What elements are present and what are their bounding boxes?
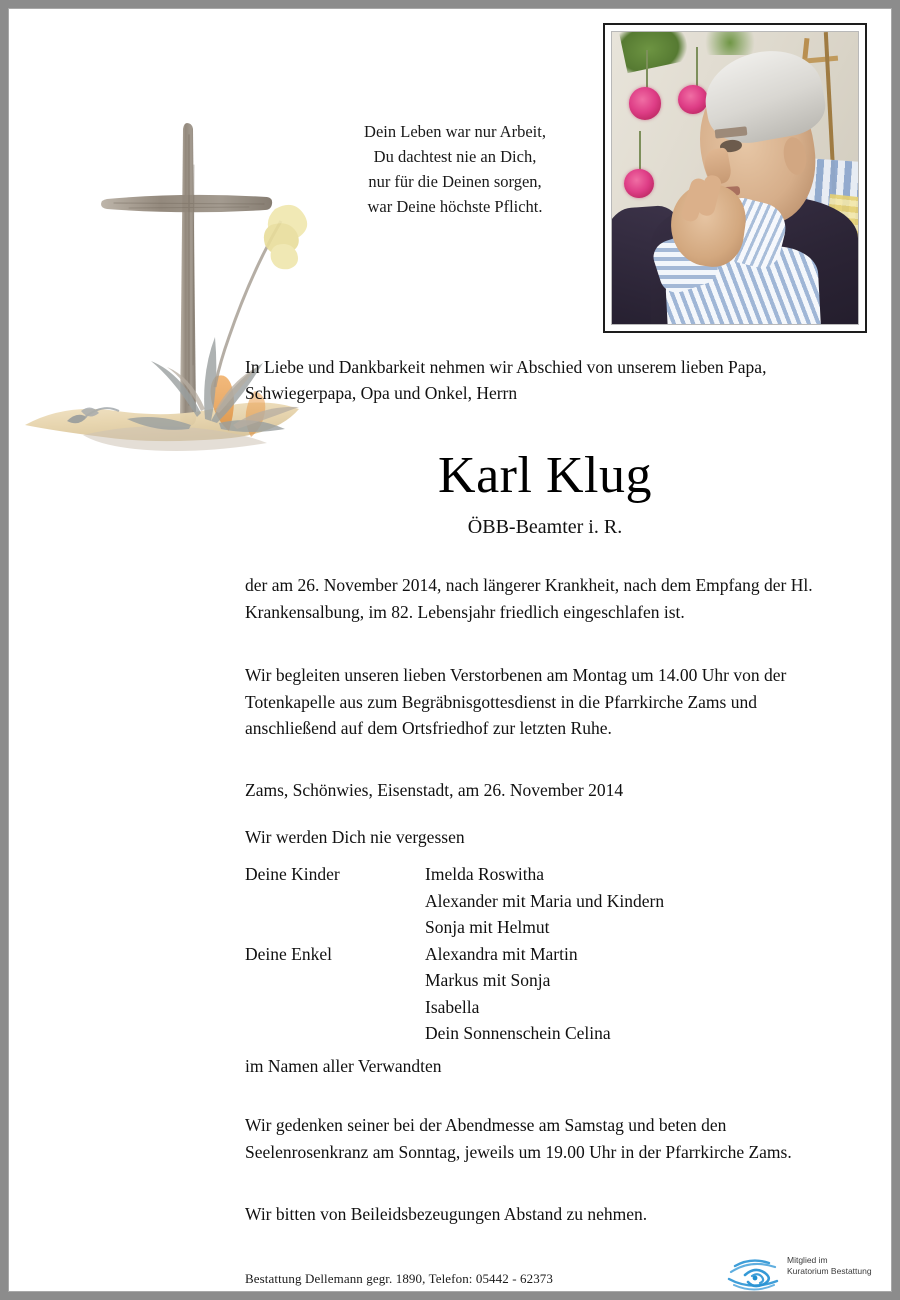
photo-pink-flower: [678, 85, 708, 114]
funeral-paragraph: Wir begleiten unseren lieben Verstorbenen am Montag um 14.00 Uhr von der Totenkapelle aus zum Begräbnisgottesdienst in die Pfarrkirche Zams und anschließend auf dem Ortsfriedhof zur letzten Ruhe.: [245, 665, 787, 738]
spacer: [245, 888, 425, 915]
poem-line: Du dachtest nie an Dich,: [373, 147, 537, 166]
lead-text: In Liebe und Dankbarkeit nehmen wir Abschied von unserem lieben Papa, Schwiegerpapa, Opa und Onkel, Herrn: [245, 357, 767, 403]
grandchildren-label: Deine Enkel: [245, 943, 332, 964]
family-row: [245, 1020, 851, 1047]
family-member: Sonja mit Helmut: [425, 917, 550, 937]
swirl-icon: [725, 1253, 789, 1292]
family-member: Alexander mit Maria und Kindern: [425, 890, 665, 911]
family-row: [245, 967, 851, 994]
spacer: [245, 914, 425, 941]
places-and-date: Zams, Schönwies, Eisenstadt, am 26. November 2014: [245, 780, 624, 800]
logo-line-2: Kuratorium Bestattung: [787, 1266, 872, 1276]
death-paragraph: der am 26. November 2014, nach längerer Krankheit, nach dem Empfang der Hl. Krankensalbung, im 82. Lebensjahr friedlich eingeschlafen ist.: [245, 575, 813, 622]
poem: [245, 119, 665, 219]
remembrance-line: Wir werden Dich nie vergessen: [245, 827, 465, 847]
spacer: [245, 967, 425, 994]
deceased-name: Karl Klug: [438, 447, 652, 504]
photo-pink-flower: [629, 87, 661, 119]
undertaker-footer: Bestattung Dellemann gegr. 1890, Telefon: 05442 - 62373: [245, 1271, 553, 1286]
family-row: [245, 994, 851, 1021]
family-member: Isabella: [425, 996, 480, 1017]
logo-text: [787, 1255, 879, 1277]
family-member: Alexandra mit Martin: [425, 943, 578, 964]
family-row: [245, 888, 851, 915]
family-row: [245, 861, 851, 888]
masses-paragraph: Wir gedenken seiner bei der Abendmesse am Samstag und beten den Seelenrosenkranz am Sonntag, jeweils um 19.00 Uhr in der Pfarrkirche Zams.: [245, 1115, 792, 1162]
deceased-title: ÖBB-Beamter i. R.: [467, 516, 623, 538]
spacer: [245, 994, 425, 1021]
poem-line: Dein Leben war nur Arbeit,: [364, 122, 546, 141]
children-label: Deine Kinder: [245, 864, 340, 884]
logo-line-1: Mitglied im: [787, 1255, 828, 1265]
spacer: [245, 1020, 425, 1047]
relatives-line: im Namen aller Verwandten: [245, 1056, 442, 1076]
family-row: [245, 941, 851, 968]
condolences-paragraph: Wir bitten von Beileidsbezeugungen Abstand zu nehmen.: [245, 1204, 648, 1224]
family-list: [245, 861, 851, 1047]
memorial-card-page: [8, 8, 892, 1292]
photo-flower-stem: [646, 50, 648, 91]
family-row: [245, 914, 851, 941]
poem-line: war Deine höchste Pflicht.: [367, 197, 543, 216]
photo-foliage: [705, 31, 754, 55]
family-member: Dein Sonnenschein Celina: [425, 1023, 611, 1043]
kuratorium-member-logo: [725, 1251, 875, 1292]
poem-line: nur für die Deinen sorgen,: [368, 172, 542, 191]
family-member: Imelda Roswitha: [425, 864, 545, 884]
family-member: Markus mit Sonja: [425, 970, 551, 990]
